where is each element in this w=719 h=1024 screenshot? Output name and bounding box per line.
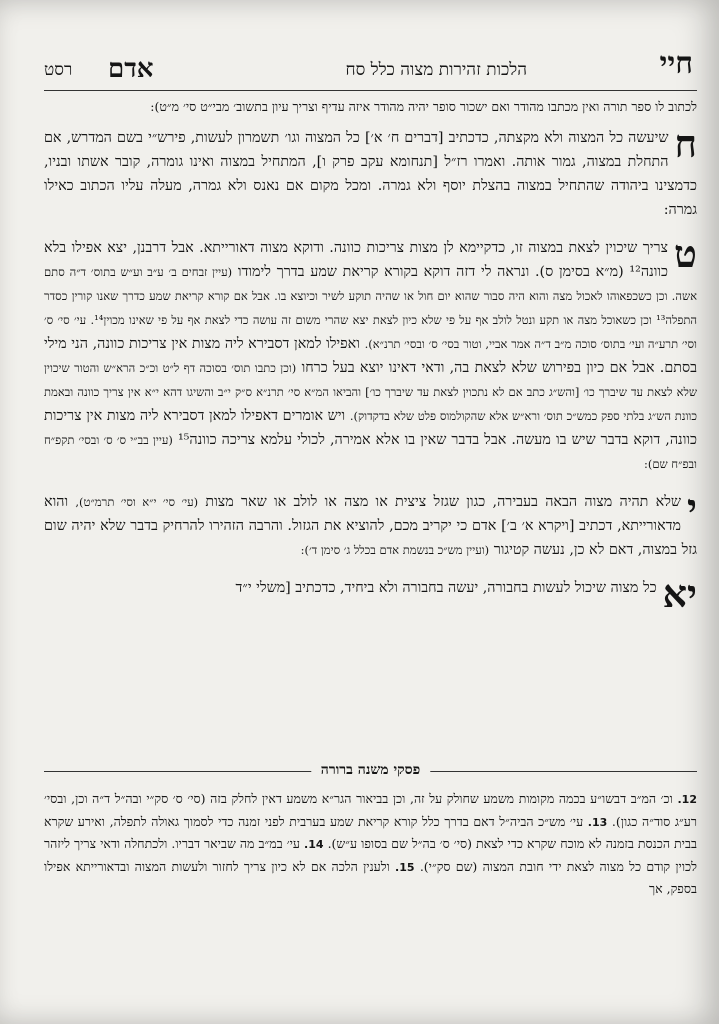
footnote-text: עי׳ מש״כ הביה״ל דאם בדרך כלל קורא קריאת שמע בערבית לפני זמנה כדי לסמוך גאולה לתפלה, ואירע שקרא בבית הכנסת בזמנה לא מוכח שקרא כדי לצאת (סי׳ ס׳ בה״ל שם בסופו ע״ש). — [44, 813, 698, 851]
source-citation: (עיין זבחים ב׳ ע״ב וע״ש בתוס׳ ד״ה סתם אשה. וכן כשכפאוהו לאכול מצה והוא היה סבור שהוא יום חול או שהיה תוקע לשיר וכיוצא בו. אבל אם קורא קריאת שמע כדרך שאנו קורין כסדר התפלה¹³ וכן כשאוכל מצה או תקע ונטל לולב אף על פי שלא כיון לצאת יצא שהרי משום זה עושה כדי לצאת אף על פי שאינו מכוין¹⁴. עי׳ סי׳ ס׳ וסי׳ תרע״ה ועי׳ בתוס׳ סוכה מ״ב ד״ה אמר אביי, וטור בסי׳ ס׳ ובסי׳ תרנ״א). — [44, 265, 697, 351]
paragraph-text: כל מצוה שיכול לעשות בחבורה, יעשה בחבורה ולא ביחיד, כדכתיב [משלי י״ד — [235, 580, 657, 596]
footnotes-title: פסקי משנה ברורה — [311, 762, 430, 779]
continuation-text: לכתוב לו ספר תורה ואין מכתבו מהודר ואם ישכור סופר יהיה מהודר איזה עדיף וצריך עיון בתשוב׳ מבי״ט סי׳ מ״ט): — [150, 99, 697, 114]
source-citation: (וכן כתבו תוס׳ בסוכה דף ל״ט וכ״כ הרא״ש והטור שיכוין שלא לצאת עד שיברך כו׳ [והש״ג כתב אם לא נתכוין לצאת עד שיברך כו׳] והביאו המ״א סי׳ תרנ״א ס״ק י״ב והשיגו דהא י״א אין צריך כוונה ובאמת כוונת הש״ג בלתי ספק כמש״כ תוס׳ ורא״ש אלא שהקולמוס פלט שלא בדקדוק). — [44, 361, 697, 423]
paragraph-text: שלא תהיה מצוה הבאה בעבירה, כגון שגזל ציצית או מצה או לולב או שאר מצות — [205, 494, 682, 510]
footnotes-separator — [44, 762, 697, 782]
source-citation: (ועיין מש״כ בנשמת אדם בכלל ג׳ סימן ד׳): — [300, 543, 490, 557]
paragraph-letter: ח — [674, 121, 697, 166]
paragraph-letter: יא — [662, 571, 697, 616]
footnotes — [44, 788, 697, 900]
paragraph-letter: י — [687, 485, 697, 530]
source-citation: (עי׳ סי׳ י״א וסי׳ תרמ״ט), — [75, 495, 199, 509]
paragraph-text: שיעשה כל המצוה ולא מקצתה, כדכתיב [דברים ח׳ א׳] כל המצוה וגו׳ תשמרון לעשות, פירש״י בשם המדרש, אם התחלת במצוה, גמור אותה. ואמרו רז״ל [תנחומא עקב פרק ו], המתחיל במצוה ואינו גומרה, קובר אשתו ובניו, כדמצינו ביהודה שהתחיל במצוה בהצלת יוסף ולא גמרה. ומכל מקום אם נאנס ולא גמרה, מעלה עליו הכתוב כאילו גמרה: — [44, 130, 697, 218]
running-header — [44, 40, 697, 86]
header-title: הלכות זהירות מצוה כלל סח — [345, 60, 527, 80]
paragraph-11 — [44, 571, 697, 616]
header-rule — [44, 90, 697, 91]
page-number: רסט — [44, 60, 73, 80]
paragraph-text: צריך שיכוין לצאת במצוה זו, כדקיימא לן מצות צריכות כוונה. ודוקא מצוה דאורייתא. אבל דרבנן, יצא אפילו בלא כוונה¹² (מ״א בסימן ס). ונראה לי דזה דוקא בקורא קריאת שמע בדרך לימודו — [44, 240, 669, 280]
footnote-number: 13. — [587, 815, 608, 829]
footnote-text: וכ׳ המ״ב דבשו״ע בכמה מקומות משמע שחולק על זה, וכן בביאור הגר״א משמע דאין לחלק בזה (סי׳ ס׳ סק״י ובה״ל ד״ה וכן, ובסי׳ רע״ג סוד״ה כגון). — [44, 791, 697, 829]
paragraph-10 — [44, 485, 697, 562]
footnote-number: 12. — [677, 793, 697, 806]
page-content — [44, 0, 697, 1024]
paragraph-text-continued: והוא מדאורייתא, דכתיב [ויקרא א׳ ב׳] אדם כי יקריב מכם, להוציא את הגזול. והרבה הזהירו להרחיק בדבר שלא יהיה שום גזל במצוה, דאם לא כן, נעשה קטיגור — [44, 494, 697, 558]
paragraph-text-continued: ואפילו למאן דסבירא ליה מצות אין צריכות כוונה, הני מילי בסתם. אבל אם כיון בפירוש שלא לצאת בה, ודאי דאינו יוצא בעל כרחו — [44, 336, 698, 376]
source-citation: (עיין בב״י ס׳ ס׳ ובסי׳ תקפ״ח ובפ״ח שם): — [44, 433, 697, 471]
footnote-text: עי׳ במ״ב מה שביאר דבריו. ולכתחלה ודאי צריך ליזהר לכוין קודם כל מצוה לצאת ידי חובת המצוה (שם סק״י). — [44, 836, 697, 874]
paragraph-text-continued: ויש אומרים דאפילו למאן דסבירא ליה מצות אין צריכות כוונה, דוקא בדבר שיש בו מעשה. אבל בדבר שאין בו אלא אמירה, לכולי עלמא צריכה כוונה¹⁵ — [44, 408, 697, 448]
header-book-name: אדם — [108, 54, 154, 84]
paragraph-letter: ט — [674, 231, 697, 276]
paragraph-8 — [44, 121, 697, 222]
paragraph-9 — [44, 231, 698, 476]
footnote-number: 14. — [304, 838, 324, 851]
main-text — [44, 96, 697, 614]
footnote-text: ולענין הלכה אם לא כיון צריך לחזור ולעשות המצוה ובדאורייתא אפילו בספק, אך — [44, 858, 697, 896]
header-section-letters: חיי — [659, 46, 693, 81]
footnote-number: 15. — [395, 860, 415, 874]
